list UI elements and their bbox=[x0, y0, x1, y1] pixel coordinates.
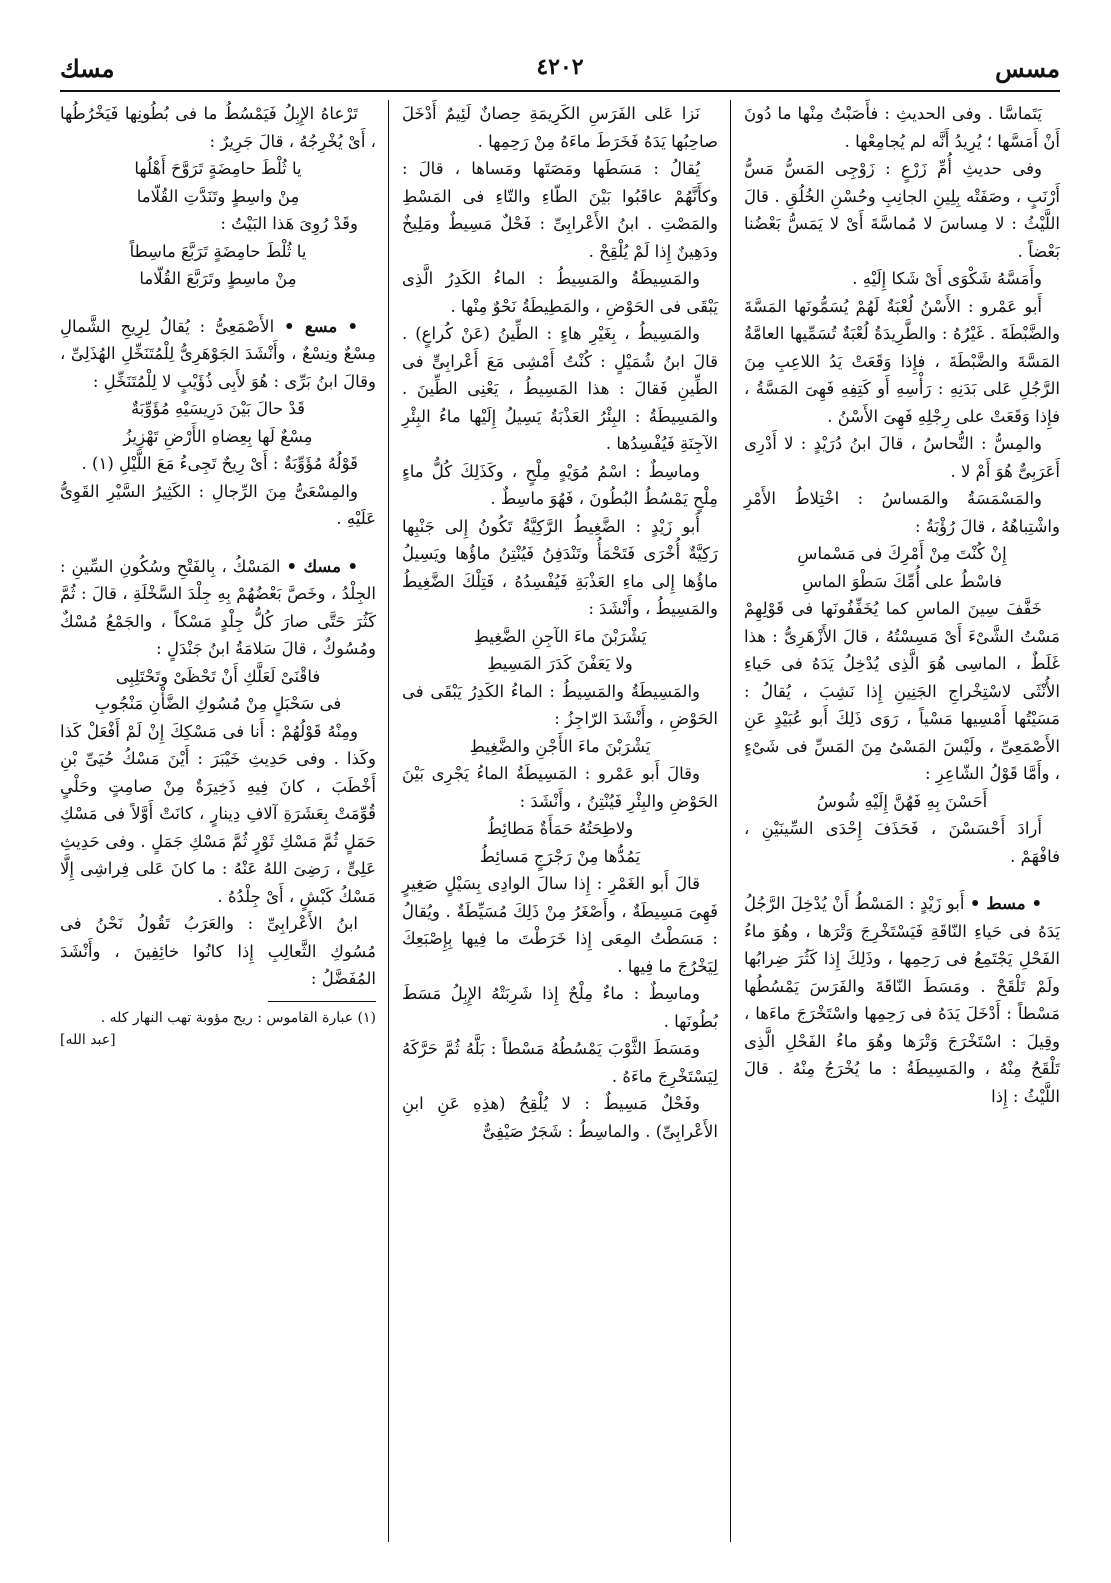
entry-headword: • مسع • bbox=[283, 316, 359, 336]
header-right-word: مسس bbox=[995, 54, 1060, 83]
verse-line: يا ثُلْطَ حامِضَةٍ تَرَوَّحَ أَهْلُها bbox=[134, 159, 302, 178]
paragraph: أَرادَ أَحْسَسْنَ ، فَحَذَفَ إِحْدَى السِّينَيْنِ ، فافْهَمْ . bbox=[744, 819, 1060, 866]
paragraph: خَفَّفَ سِينَ الماسِ كما يُخَفِّفُونَها فى قَوْلِهِمْ مَسْتُ الشَّىْءَ أَىْ مَسِسْتُهُ ، قالَ الأَزْهَرِىُّ : هذا غَلَطٌ ، الماسِى هُوَ الَّذِى يُدْخِلُ يَدَهُ فى حَياءِ الأُنْثَى لاسْتِخْراجِ الجَنِينِ إِذا نَشِبَ ، يُقالُ : مَسَيْتُها أَمْسِيها مَسْياً ، رَوَى ذَلِكَ أَبو عُبَيْدٍ عَنِ الأَصْمَعِىِّ ، ولَيْسَ المَسْىُ مِنَ المَسِّ فى شَىْءٍ ، وأَمَّا قَوْلُ الشّاعِرِ : bbox=[744, 599, 1060, 783]
paragraph: نَزا عَلى الفَرَسِ الكَرِيمَةِ حِصانٌ لَئِيمٌ أَدْخَلَ صاحِبُها يَدَهُ فَخَرَطَ ماءَهُ مِنْ رَحِمِها . bbox=[402, 104, 718, 151]
paragraph: وقالَ أَبو عَمْرو : المَسِيطَةُ الماءُ يَجْرِى بَيْنَ الحَوْضِ والبِئْرِ فَيُنْتِنُ ، وأَنْشَدَ : bbox=[402, 764, 718, 811]
paragraph: تَرْعاهُ الإِبِلُ فَيَمْسُطُ ما فى بُطُونِها فَيَخْرُطُها ، أَىْ يُخْرِجُهُ ، قالَ جَرِيرٌ : bbox=[60, 104, 376, 151]
verse-line: ولاطِحَتُهُ حَمَأَةٌ مَطائِطُ bbox=[486, 819, 634, 838]
paragraph: ابنُ الأَعْرابِىِّ : والعَرَبُ تَقُولُ نَحْنُ فى مُسُوكِ الثَّعالِبِ إِذا كانُوا خائِفِينَ ، وأَنْشَدَ المُفَضَّلُ : bbox=[60, 914, 376, 988]
paragraph: يَتَماسَّا . وفى الحديثِ : فأَصَبْتُ مِنْها ما دُونَ أَنْ أَمَسَّها ؛ يُرِيدُ أَنَّه لم يُجامِعْها . bbox=[744, 104, 1060, 151]
paragraph: وفَحْلٌ مَسِيطٌ : لا يُلْقِحُ (هذِهِ عَنِ ابنِ الأَعْرابِىِّ) . والماسِطُ : شَجَرٌ صَيْفِىٌّ bbox=[402, 1094, 718, 1141]
paragraph: وفى حديثِ أُمِّ زَرْعٍ : زَوْجِى المَسُّ مَسُّ أَرْنَبٍ ، وصَفَتْه بِلِينِ الجانِبِ وحُسْنِ الخُلُقِ . قالَ اللَّيْثُ : لا مِساسَ لا مُماسَّةَ أَىْ لا يَمَسُّ بَعْضُنا بَعْضاً . bbox=[744, 159, 1060, 261]
paragraph: والمَسِيطُ ، بِغَيْرِ هاءٍ : الطِّينُ (عَنْ كُراعٍ) . قالَ ابنُ شُمَيْلٍ : كُنْتُ أَمْشِى مَعَ أَعْرابِىٍّ فى الطِّينِ فَقالَ : هذا المَسِيطُ ، يَعْنِى الطِّينَ . والمَسِيطَةُ : البِئْرُ العَذْبَةُ يَسِيلُ إِلَيْها ماءُ البِئْرِ الآجِنَةِ فَيُفْسِدُها . bbox=[402, 324, 718, 453]
paragraph: والمَسِيطَةُ والمَسِيطُ : الماءُ الكَدِرُ الَّذِى يَبْقَى فى الحَوْضِ ، والمَطِيطَةُ نَحْوٌ مِنْها . bbox=[402, 269, 718, 316]
header-rule bbox=[60, 90, 1060, 92]
verse-line: يا ثُلْطَ حامِضَةٍ تَرَبَّعَ ماسِطاً bbox=[129, 241, 307, 261]
verse-line: مِسْعٌ لَها بِعِضاهِ الأَرْضِ تَهْزِيزُ bbox=[123, 426, 313, 446]
column-middle bbox=[402, 100, 718, 1552]
verse-line: يَمُدُّها مِنْ رَجْرَجٍ مَسائِطُ bbox=[479, 846, 641, 866]
verse-line: إِنْ كُنْتَ مِنْ أَمْرِكَ فى مَسْماسِ bbox=[797, 544, 1007, 563]
verse-line: فاسْطُ على أُمِّكَ سَطْوَ الماسِ bbox=[802, 571, 1002, 591]
paragraph: والمِسُّ : النُّحاسُ ، قالَ ابنُ دُرَيْدٍ : لا أَدْرِى أَعَرَبِىٌّ هُوَ أَمْ لا . bbox=[744, 434, 1060, 481]
paragraph: وماسِطٌ : ماءٌ مِلْحٌ إِذا شَرِبَتْهُ الإِبِلُ مَسَطَ بُطُونَها . bbox=[402, 984, 718, 1031]
paragraph: وقَدْ رُوِىَ هَذا البَيْتُ : bbox=[220, 214, 358, 233]
entry-masa: • مسع • الأَصْمَعِىُّ : يُقالُ لِرِيحِ الشَّمالِ مِسْعٌ ونِسْعٌ ، وأَنْشَدَ الجَوْهَرِىُّ لِلْمُتَنَخِّلِ الهُذَلِىِّ ، وقالَ ابنُ بَرِّى : هُوَ لأَبِى ذُؤَيْبٍ لا لِلْمُتَنَخِّلِ : bbox=[60, 316, 376, 391]
entry-headword: • مسط • bbox=[969, 894, 1043, 913]
verse-line: مِنْ واسِطٍ وتَنَدَّتِ القُلّاما bbox=[136, 186, 300, 206]
entry-headword: • مسك • bbox=[286, 556, 358, 576]
header-left-word: مسك bbox=[60, 54, 115, 83]
paragraph: ومَسَطَ الثَّوْبَ يَمْسُطُهُ مَسْطاً : بَلَّهُ ثُمَّ حَرَّكَهُ لِيَسْتَخْرِجَ ماءَهُ . bbox=[402, 1039, 718, 1086]
verse-line: أَحَسْنَ بِهِ فَهُنَّ إِلَيْهِ شُوسُ bbox=[816, 791, 988, 811]
verse-line: قَدْ حالَ بَيْنَ دَرِيسَيْهِ مُؤَوِّبَةٌ bbox=[130, 399, 306, 418]
verse-line: ولا يَعَفْنَ كَدَرَ المَسِيطِ bbox=[487, 654, 633, 673]
verse-line: يَشْرَبْنَ ماءَ الأَجْنِ والضَّغِيطِ bbox=[469, 736, 651, 756]
paragraph: والمَسِيطَةُ والمَسِيطُ : الماءُ الكَدِرُ يَبْقَى فى الحَوْضِ ، وأَنْشَدَ الرّاجِزُ : bbox=[402, 681, 718, 728]
entry-mask: • مسك • المَسْكُ ، بِالفَتْحِ وسُكُونِ السِّينِ : الجِلْدُ ، وخَصَّ بَعْضُهُمْ بِهِ جِلْدَ السَّخْلَةِ ، قالَ : ثُمَّ كَثُرَ حَتَّى صارَ كُلُّ جِلْدٍ مَسْكاً ، والجَمْعُ مُسْكٌ ومُسُوكٌ ، قالَ سَلامَةُ ابنُ جَنْدَلٍ : bbox=[60, 556, 376, 658]
paragraph: والمَسْمَسَةُ والمَساسُ : اخْتِلاطُ الأَمْرِ واشْتِباهُهُ ، قالَ رُؤْبَةُ : bbox=[744, 489, 1060, 536]
paragraph: يُقالُ : مَسَطَها ومَصَتَها ومَساها ، قالَ : وكأَنَّهُمْ عاقَبُوا بَيْنَ الطّاءِ والتّاءِ فى المَسْطِ والمَصْتِ . ابنُ الأَعْرابِىِّ : فَحْلٌ مَسِيطٌ ومَلِيخٌ ودَهِينٌ إِذا لَمْ يُلْقِحْ . bbox=[402, 159, 718, 261]
paragraph: أَبو زَيْدٍ : الضَّغِيطُ الرَّكِيَّةُ تَكُونُ إِلى جَنْبِها رَكِيَّةٌ أُخْرَى فَتَحْمَأُ وتَنْدَفِنُ فَيُنْتِنُ ماؤُها ويَسِيلُ ماؤُها إِلى ماءِ العَذْبَةِ فَيُفْسِدُهُ ، فَتِلْكَ الضَّغِيطُ والمَسِيطُ ، وأَنْشَدَ : bbox=[402, 516, 718, 618]
dictionary-page bbox=[60, 52, 1060, 1552]
column-left bbox=[60, 100, 376, 1552]
verse-line: مِنْ ماسِطٍ وتَرَبَّعَ القُلّاما bbox=[139, 269, 297, 288]
page-number: ٤٢٠٢ bbox=[536, 54, 584, 80]
column-right bbox=[744, 100, 1060, 1552]
footnote-signature: [عبد الله] bbox=[60, 1031, 116, 1048]
footnote: (١) عبارة القاموس : ريح مؤوبة تهب النهار كله . bbox=[100, 1009, 376, 1026]
paragraph: قالَ أَبو الغَمْرِ : إِذا سالَ الوادِى بِسَيْلٍ صَغِيرٍ فَهِىَ مَسِيطَةٌ ، وأَصْغَرُ مِنْ ذَلِكَ مُسَيِّطَةٌ . ويُقالُ : مَسَطْتُ المِعَى إِذا خَرَطْتَ ما فِيها بِإِصْبَعِكَ لِيَخْرُجَ ما فِيها . bbox=[402, 874, 718, 976]
paragraph: قَوْلُهُ مُؤَوِّبَةٌ : أَىْ رِيحٌ تَجِىءُ مَعَ اللَّيْلِ (١) . bbox=[81, 454, 358, 473]
verse-line: فى سَحْبَلٍ مِنْ مُسُوكِ الضَّأْنِ مَنْجُوبِ bbox=[94, 694, 342, 713]
entry-masat: • مسط • أَبو زَيْدٍ : المَسْطُ أَنْ يُدْخِلَ الرَّجُلُ يَدَهُ فى حَياءِ النّاقَةِ فَيَسْتَخْرِجَ وَتْرَها ، وهُوَ ماءُ الفَحْلِ يَجْتَمِعُ فى رَحِمِها ، وذَلِكَ إِذا كَثُرَ ضِرابُها ولَمْ تَلْقَحْ . ومَسَطَ النّاقَةَ والفَرَسَ يَمْسُطُها مَسْطاً : أَدْخَلَ يَدَهُ فى رَحِمِها واسْتَخْرَجَ ماءَها ، وقِيلَ : اسْتَخْرَجَ وَتْرَها وهُوَ ماءُ الفَحْلِ الَّذِى تَلْقَحُ مِنْهُ ، والمَسِيطَةُ : ما يُخْرَجُ مِنْهُ . قالَ اللَّيْثُ : إِذا bbox=[744, 894, 1060, 1106]
footnote-rule bbox=[268, 1001, 376, 1002]
verse-line: فاقْنَىْ لَعَلَّكِ أَنْ تَحْظَىْ وتَحْتَلِبِى bbox=[115, 666, 321, 686]
paragraph: وأَمَسَّهُ شَكْوَى أَىْ شَكا إِلَيْهِ . bbox=[852, 269, 1042, 288]
paragraph: والمِسْعَىُّ مِنَ الرِّجالِ : الكَثِيرُ السَّيْرِ القَوِىُّ عَلَيْهِ . bbox=[60, 481, 376, 528]
paragraph: وماسِطٌ : اسْمُ مُوَيْهٍ مِلْحٍ ، وكَذَلِكَ كُلُّ ماءٍ مِلْحٍ يَمْسُطُ البُطُونَ ، فَهُوَ ماسِطٌ . bbox=[402, 461, 718, 508]
paragraph: أَبو عَمْرو : الأَسْنُ لُعْبَةٌ لَهُمْ يُسَمُّونَها المَسَّةَ والضَّبْطَةَ . غَيْرُهُ : والطَّرِيدَةُ لُعْبَةٌ تُسَمِّيها العامَّةُ المَسَّةَ والضَّبْطَةَ ، فإِذا وَقَعَتْ يَدُ اللاعِبِ مِنَ الرَّجُلِ عَلى بَدَنِهِ : رَأْسِهِ أَو كَتِفِهِ فَهِىَ المَسَّةُ ، فإِذا وَقَعَتْ على رِجْلِهِ فَهِىَ الأَسْنُ . bbox=[744, 296, 1060, 426]
paragraph: ومِنْهُ قَوْلُهُمْ : أَنا فى مَسْكِكَ إِنْ لَمْ أَفْعَلْ كَذا وكَذا . وفى حَدِيثِ خَيْبَرَ : أَيْنَ مَسْكُ حُيَىِّ بْنِ أَخْطَبَ ، كانَ فِيهِ ذَخِيرَةٌ مِنْ صامِتٍ وحَلْىٍ قُوِّمَتْ بِعَشَرَةِ آلافِ دِينارٍ ، كانَتْ أَوَّلاً فى مَسْكِ حَمَلٍ ثُمَّ مَسْكِ ثَوْرٍ ثُمَّ مَسْكِ جَمَلٍ . وفى حَدِيثِ عَلِىٍّ ، رَضِىَ اللهُ عَنْهُ : ما كانَ عَلى فِراشِى إِلَّا مَسْكُ كَبْشٍ ، أَىْ جِلْدُهُ . bbox=[60, 721, 376, 906]
verse-line: يَشْرَبْنَ ماءَ الآجِنِ الضَّغِيطِ bbox=[473, 626, 647, 646]
page-header bbox=[60, 52, 1060, 86]
